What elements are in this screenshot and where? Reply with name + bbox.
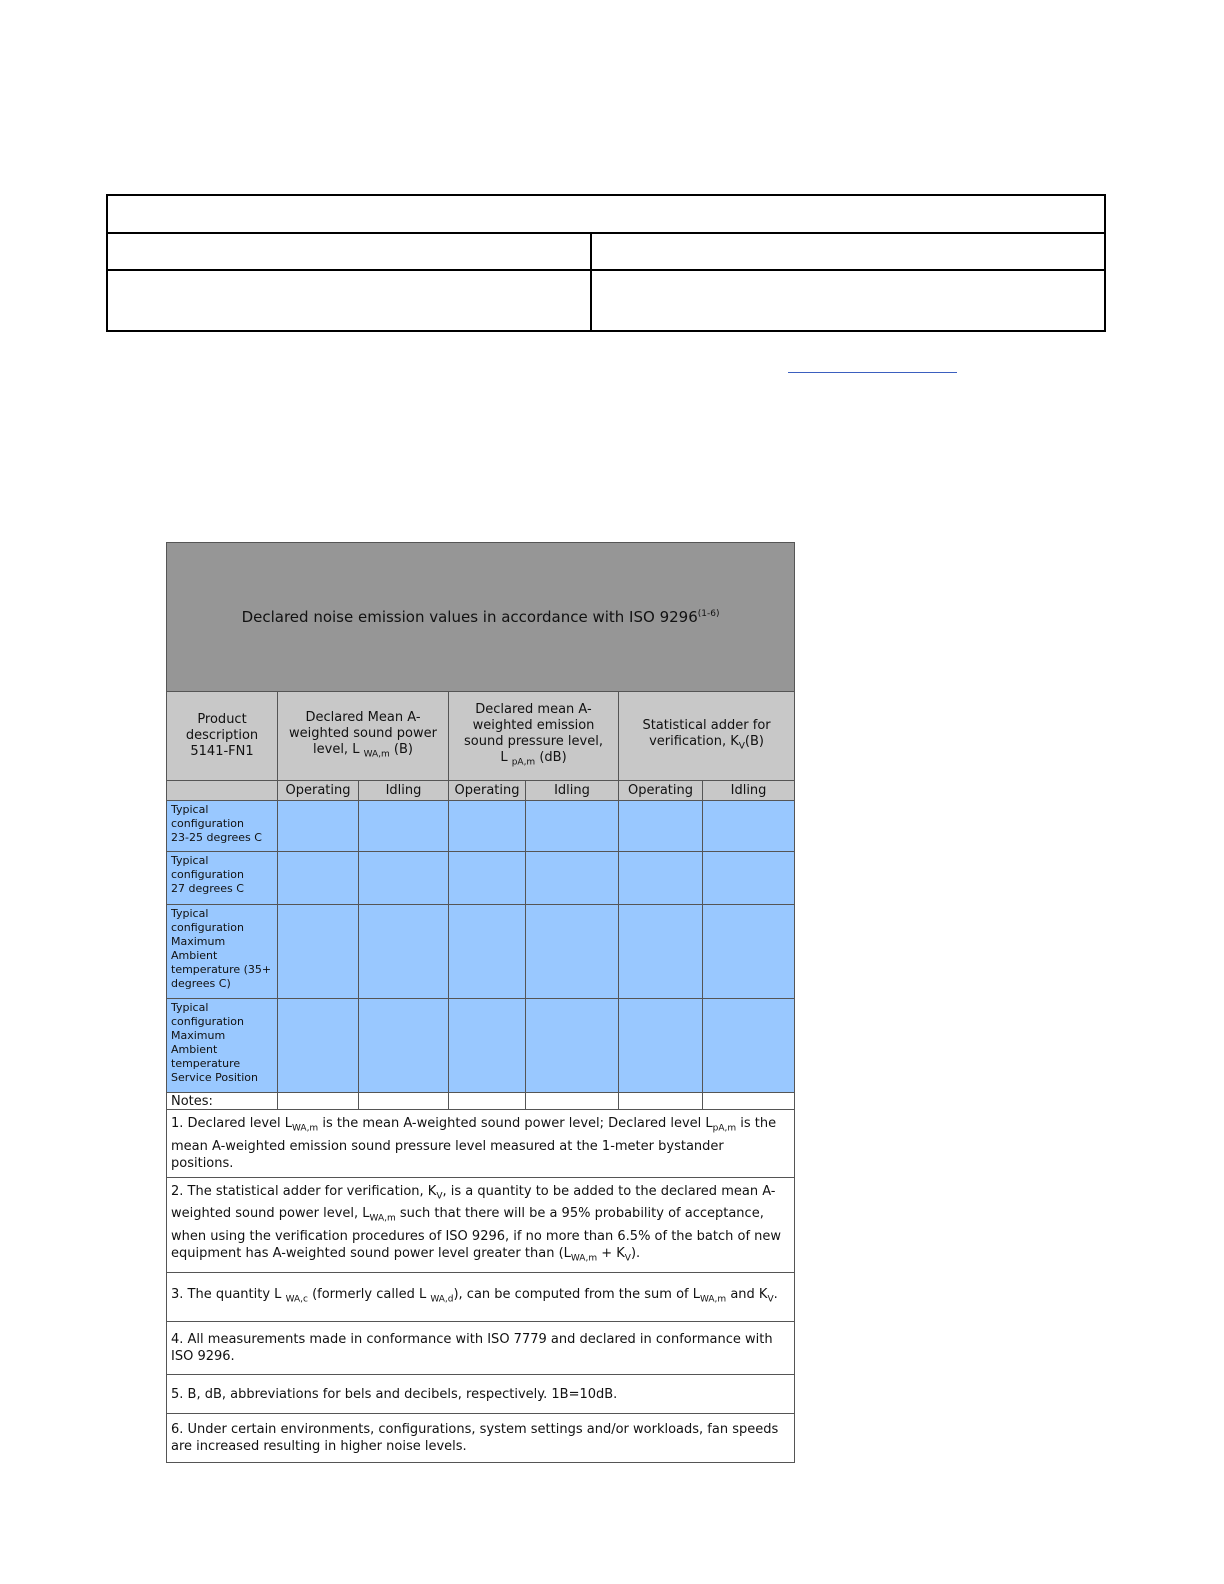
header-product-description: Product description 5141-FN1 (167, 692, 278, 781)
value-cell (359, 999, 449, 1093)
value-cell (278, 852, 359, 905)
subheader-operating: Operating (278, 781, 359, 801)
value-cell (278, 905, 359, 999)
note-2: 2. The statistical adder for verification, $K_V$, is a quantity to be added to the declared mean A-weighted sound power level, $L_{WA,m}$ such that there will be a 95% probability of acceptance, when using the verification procedures of ISO 9296, if no more than 6.5% of the batch of new equipment has A-weighted sound power level greater than $(L_{WA,m} + K_V)$. (167, 1177, 795, 1273)
notes-row (167, 1093, 795, 1110)
header-sound-power: Declared Mean A- weighted sound power level, L $_{WA,m}$ (B) (278, 692, 449, 781)
row-label: Typical configuration Maximum Ambient temperature (35+ degrees C) (167, 905, 278, 999)
link-underline[interactable] (788, 372, 957, 373)
header-statistical-adder: Statistical adder for verification, $K_V(B)$ (619, 692, 795, 781)
table-title: Declared noise emission values in accordance with ISO 9296$^{(1-6)}$ (167, 543, 795, 692)
notes-blank-cell (449, 1093, 526, 1110)
top-table-header-cell (107, 195, 1105, 233)
top-table-cell (107, 233, 591, 270)
table-row (167, 801, 795, 852)
note-4: 4. All measurements made in conformance with ISO 7779 and declared in conformance with ISO 9296. (167, 1322, 795, 1375)
note-6: 6. Under certain environments, configurations, system settings and/or workloads, fan speeds are increased resulting in higher noise levels. (167, 1414, 795, 1463)
notes-label: Notes: (167, 1093, 278, 1110)
row-label: Typical configuration 27 degrees C (167, 852, 278, 905)
note-1: 1. Declared level $L_{WA,m}$ is the mean A-weighted sound power level; Declared level $L_{pA,m}$ is the mean A-weighted emission sound pressure level measured at the 1-meter bystander positions. (167, 1110, 795, 1178)
top-table-cell (107, 270, 591, 331)
value-cell (619, 905, 703, 999)
note-5: 5. B, dB, abbreviations for bels and decibels, respectively. 1B=10dB. (167, 1375, 795, 1414)
notes-blank-cell (619, 1093, 703, 1110)
top-info-table (106, 194, 1106, 332)
value-cell (359, 801, 449, 852)
note-3: 3. The quantity L $_{WA,c}$ (formerly called L $_{WA,d}$), can be computed from the sum of $L_{WA,m}$ and $K_V$. (167, 1273, 795, 1322)
row-label: Typical configuration 23-25 degrees C (167, 801, 278, 852)
subheader-idling: Idling (526, 781, 619, 801)
subheader-idling: Idling (703, 781, 795, 801)
value-cell (619, 999, 703, 1093)
header-sound-pressure: Declared mean A- weighted emission sound pressure level, L $_{pA,m}$ (dB) (449, 692, 619, 781)
subheader-idling: Idling (359, 781, 449, 801)
notes-blank-cell (526, 1093, 619, 1110)
value-cell (526, 801, 619, 852)
table-row (167, 905, 795, 999)
table-row (167, 999, 795, 1093)
noise-emission-table (166, 542, 795, 1463)
subheader-operating: Operating (449, 781, 526, 801)
value-cell (449, 852, 526, 905)
value-cell (703, 801, 795, 852)
value-cell (526, 852, 619, 905)
value-cell (359, 905, 449, 999)
value-cell (703, 999, 795, 1093)
value-cell (449, 905, 526, 999)
notes-blank-cell (278, 1093, 359, 1110)
value-cell (619, 801, 703, 852)
value-cell (359, 852, 449, 905)
value-cell (449, 801, 526, 852)
value-cell (278, 999, 359, 1093)
value-cell (703, 852, 795, 905)
subheader-blank (167, 781, 278, 801)
notes-blank-cell (703, 1093, 795, 1110)
value-cell (526, 905, 619, 999)
table-row (167, 852, 795, 905)
value-cell (278, 801, 359, 852)
value-cell (703, 905, 795, 999)
value-cell (449, 999, 526, 1093)
value-cell (526, 999, 619, 1093)
row-label: Typical configuration Maximum Ambient temperature Service Position (167, 999, 278, 1093)
value-cell (619, 852, 703, 905)
top-table-cell (591, 270, 1105, 331)
notes-blank-cell (359, 1093, 449, 1110)
subheader-operating: Operating (619, 781, 703, 801)
top-table-cell (591, 233, 1105, 270)
